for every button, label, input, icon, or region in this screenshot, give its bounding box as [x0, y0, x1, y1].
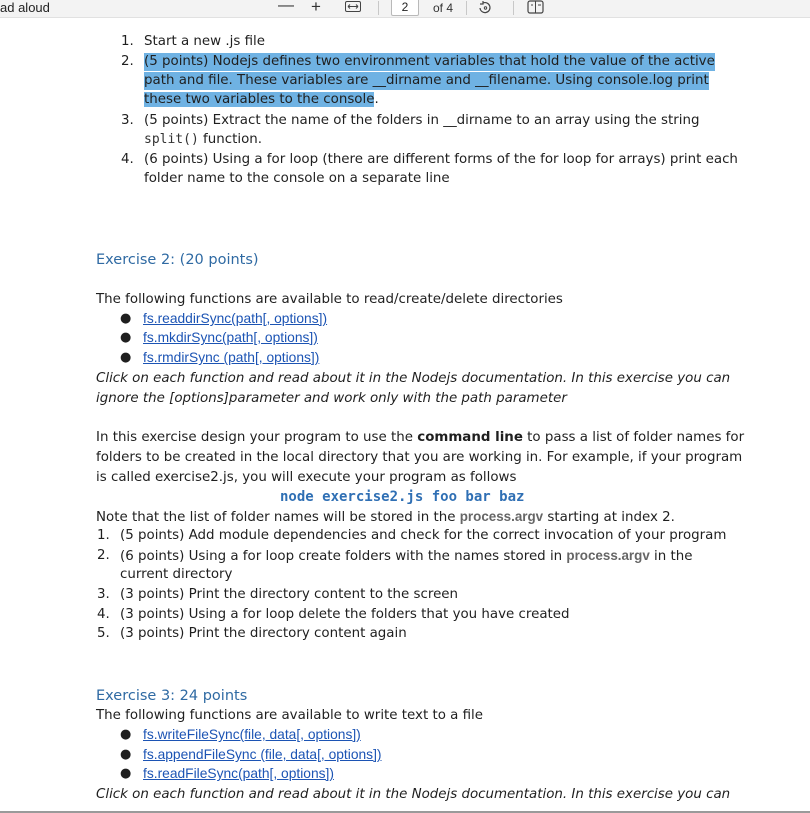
toolbar-divider	[378, 1, 379, 15]
read-aloud-button[interactable]: ad aloud	[0, 0, 50, 15]
link-rmdirsync[interactable]: fs.rmdirSync (path[, options])	[143, 350, 320, 365]
command-example: node exercise2.js foo bar baz	[280, 489, 525, 505]
list-item: (3 points) Using a for loop delete the folders that you have created	[120, 607, 570, 622]
link-writefilesync[interactable]: fs.writeFileSync(file, data[, options])	[143, 727, 361, 742]
code-inline: process.argv	[459, 509, 544, 524]
text-run: starting at index 2.	[543, 510, 675, 525]
highlighted-text: (5 points) Nodejs defines two environment variables that hold the value of the active	[144, 54, 715, 69]
paragraph	[96, 429, 744, 447]
list-item	[120, 547, 692, 566]
exercise-3-heading: Exercise 3: 24 points	[96, 688, 248, 704]
paragraph-italic: Click on each function and read about it in the Nodejs documentation. In this exercise you can	[96, 787, 731, 802]
bullet-icon: ●	[120, 311, 132, 326]
paragraph: is called exercise2.js, you will execute your program as follows	[96, 470, 517, 485]
exercise-2-heading: Exercise 2: (20 points)	[96, 252, 259, 268]
list-item-number: 4.	[97, 607, 110, 622]
bold-text: command line	[417, 430, 523, 445]
list-item: (3 points) Print the directory content again	[120, 626, 407, 641]
list-item: (5 points) Extract the name of the folders in __dirname to an array using the string	[144, 113, 700, 128]
period-text: .	[374, 92, 379, 107]
list-item-number: 4.	[121, 152, 134, 167]
zoom-in-button[interactable]: +	[311, 0, 321, 16]
link-appendfilesync[interactable]: fs.appendFileSync (file, data[, options])	[143, 747, 382, 762]
paragraph	[96, 508, 675, 527]
paragraph: folders to be created in the local directory that you are working in. For example, if your program	[96, 450, 743, 465]
paragraph-italic: ignore the [options]parameter and work only with the path parameter	[96, 391, 567, 406]
list-item-number: 3.	[121, 113, 134, 128]
link-mkdirsync[interactable]: fs.mkdirSync(path[, options])	[143, 330, 318, 345]
paragraph-italic: Click on each function and read about it in the Nodejs documentation. In this exercise you can	[96, 371, 731, 386]
toolbar-divider	[466, 1, 467, 15]
list-item-number: 1.	[121, 34, 134, 49]
list-item-number: 2.	[97, 548, 110, 563]
highlighted-text-end	[144, 91, 379, 109]
list-item-number: 1.	[97, 528, 110, 543]
page-number-input[interactable]: 2	[391, 0, 419, 16]
list-item-continuation: folder name to the console on a separate line	[144, 171, 450, 186]
list-item: (6 points) Using a for loop (there are different forms of the for loop for arrays) print each	[144, 152, 738, 167]
list-item-continuation	[144, 131, 262, 149]
list-item: (3 points) Print the directory content to the screen	[120, 587, 459, 602]
page-count-label: of 4	[433, 1, 454, 15]
toolbar-divider	[513, 1, 514, 15]
list-item-number: 5.	[97, 626, 110, 641]
bullet-icon: ●	[120, 766, 132, 781]
text-run: to pass a list of folder names for	[522, 430, 745, 445]
bullet-icon: ●	[120, 727, 132, 742]
link-readfilesync[interactable]: fs.readFileSync(path[, options])	[143, 766, 334, 781]
text-run: in the	[649, 549, 693, 564]
paragraph: The following functions are available to read/create/delete directories	[96, 292, 563, 307]
fit-to-page-icon[interactable]	[345, 1, 361, 12]
list-item-text: function.	[198, 132, 263, 147]
page-view-icon[interactable]	[527, 0, 545, 17]
text-run: (6 points) Using a for loop create folders with the names stored in	[120, 549, 567, 564]
rotate-icon[interactable]	[477, 0, 493, 17]
list-item: Start a new .js file	[144, 34, 265, 49]
list-item-number: 2.	[121, 54, 134, 69]
list-item-continuation: current directory	[120, 567, 233, 582]
list-item: (5 points) Add module dependencies and check for the correct invocation of your program	[120, 528, 727, 543]
paragraph: The following functions are available to write text to a file	[96, 708, 484, 723]
zoom-out-button[interactable]: —	[278, 0, 294, 14]
text-run: In this exercise design your program to use the	[96, 430, 418, 445]
link-readdirsync[interactable]: fs.readdirSync(path[, options])	[143, 311, 328, 326]
code-inline: split()	[144, 132, 199, 147]
highlighted-text: path and file. These variables are __dirname and __filename. Using console.log print	[144, 73, 709, 88]
bullet-icon: ●	[120, 350, 132, 365]
pdf-toolbar	[0, 0, 810, 18]
bullet-icon: ●	[120, 747, 132, 762]
list-item-number: 3.	[97, 587, 110, 602]
code-inline: process.argv	[566, 548, 650, 563]
document-page	[0, 17, 810, 811]
highlighted-text: these two variables to the console	[144, 92, 375, 107]
text-run: Note that the list of folder names will be stored in the	[96, 510, 460, 525]
bullet-icon: ●	[120, 330, 132, 345]
